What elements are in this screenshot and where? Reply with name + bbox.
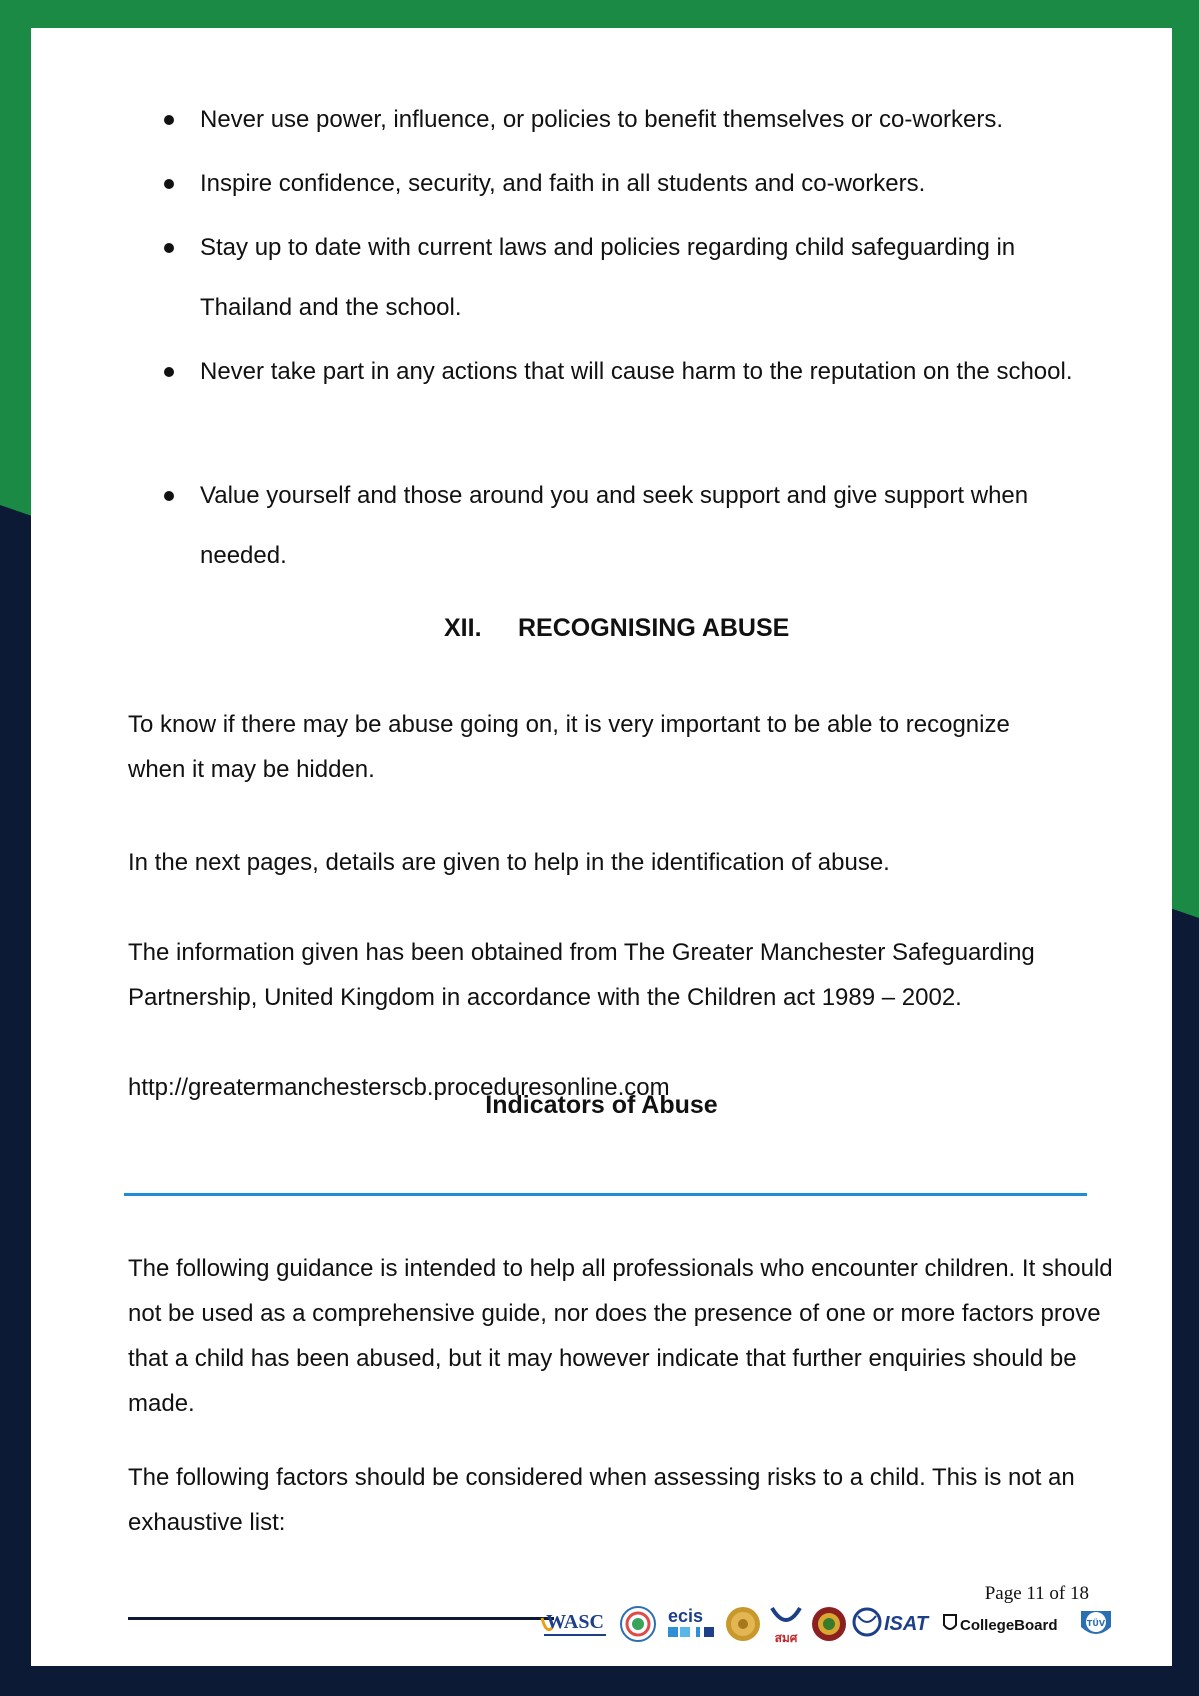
document-page xyxy=(31,28,1172,1666)
svg-text:ecis: ecis xyxy=(668,1606,704,1626)
paragraph: In the next pages, details are given to help in the identification of abuse. xyxy=(128,849,890,876)
section-title: RECOGNISING ABUSE xyxy=(518,614,790,642)
wasc-logo xyxy=(536,1598,614,1650)
bullet-icon xyxy=(164,115,174,125)
bullet-icon xyxy=(164,367,174,377)
tuv-logo xyxy=(1076,1598,1116,1650)
paragraph: The following guidance is intended to help all professionals who encounter children. It should not be used as a comprehensive guide, nor does the presence of one or more factors prove that a child has been abused, but it may however indicate that further enquiries should be made. xyxy=(128,1255,1113,1417)
crest-logo xyxy=(810,1598,848,1650)
section-number: XII. xyxy=(444,614,482,642)
subsection-title: Indicators of Abuse xyxy=(485,1091,718,1119)
smk-logo xyxy=(766,1598,806,1650)
ecis-logo xyxy=(666,1598,720,1650)
bullet-icon xyxy=(164,243,174,253)
bullet-text: Inspire confidence, security, and faith in all students and co-workers. xyxy=(200,170,926,197)
divider xyxy=(124,1193,1087,1196)
bullet-text: Never take part in any actions that will cause harm to the reputation on the school. xyxy=(200,358,1073,385)
bullet-icon xyxy=(164,491,174,501)
bullet-text: Never use power, influence, or policies to benefit themselves or co-workers. xyxy=(200,106,1004,133)
seal-logo xyxy=(618,1598,658,1650)
svg-text:สมศ: สมศ xyxy=(774,1631,798,1645)
svg-text:ISAT: ISAT xyxy=(884,1613,929,1635)
bullet-icon xyxy=(164,179,174,189)
svg-text:CollegeBoard: CollegeBoard xyxy=(960,1617,1058,1634)
footer-divider xyxy=(128,1617,554,1620)
paragraph: The following factors should be considered when assessing risks to a child. This is not an exhaustive list: xyxy=(128,1464,1075,1536)
source-url: http://greatermanchesterscb.proceduresonline.com xyxy=(128,1074,670,1101)
bullet-text: Stay up to date with current laws and policies regarding child safeguarding in Thailand and the school. xyxy=(200,234,1016,321)
accreditation-logos xyxy=(536,1598,1121,1650)
page-number: Page 11 of 18 xyxy=(984,1583,1089,1604)
svg-text:TÜV: TÜV xyxy=(1086,1619,1106,1628)
bullet-text: Value yourself and those around you and seek support and give support when needed. xyxy=(200,482,1029,569)
gold-seal-logo xyxy=(724,1598,762,1650)
paragraph: To know if there may be abuse going on, it is very important to be able to recognize when it may be hidden. xyxy=(128,711,1010,783)
isat-logo xyxy=(852,1598,938,1650)
collegeboard-logo xyxy=(940,1598,1070,1650)
paragraph: The information given has been obtained from The Greater Manchester Safeguarding Partnership, United Kingdom in accordance with the Children act 1989 – 2002. xyxy=(128,939,1035,1011)
svg-text:WASC: WASC xyxy=(546,1611,604,1633)
